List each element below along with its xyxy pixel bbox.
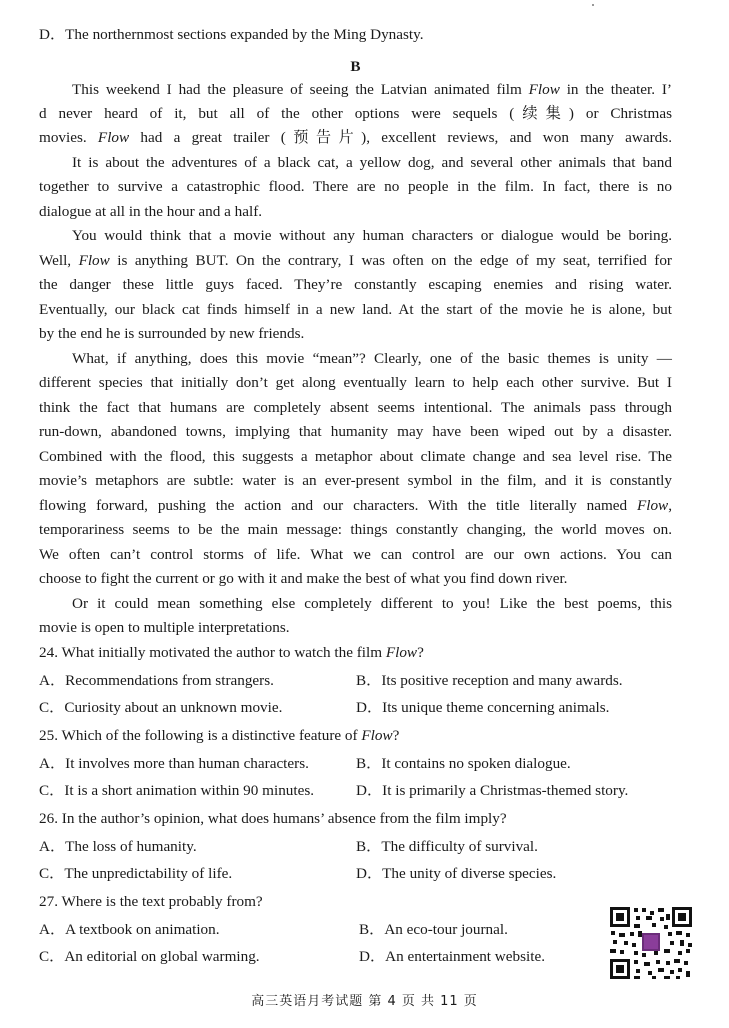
option-c[interactable]: C．It is a short animation within 90 minutes.: [39, 782, 315, 799]
question-stem: 25. Which of the following is a distinctive feature of Flow?: [39, 727, 400, 744]
option-b[interactable]: B．The difficulty of survival.: [356, 838, 538, 855]
passage-line: choose to fight the current or go with it and make the best of what you find down river.: [39, 570, 568, 587]
passage-line: think the fact that humans are completely absent seems intentional. The animals pass through: [39, 399, 672, 416]
previous-option-d: D．The northernmost sections expanded by the Ming Dynasty.: [39, 26, 424, 43]
passage-line: temporariness seems to be the main message: things constantly changing, the world moves on.: [39, 521, 672, 538]
question-stem: 26. In the author’s opinion, what does humans’ absence from the film imply?: [39, 810, 507, 827]
passage-line: What, if anything, does this movie “mean”? Clearly, one of the basic themes is unity —: [72, 350, 672, 367]
passage-line: movie’s metaphors are subtle: water is an ever-present symbol in the film, and it is constantly: [39, 472, 672, 489]
passage-line: We often can’t control storms of life. What we can control are our own actions. You can: [39, 546, 672, 563]
option-d[interactable]: D．It is primarily a Christmas-themed story.: [356, 782, 629, 799]
passage-line: movies. Flow had a great trailer (预告片), excellent reviews, and won many awards.: [39, 129, 672, 146]
option-a[interactable]: A．A textbook on animation.: [39, 921, 220, 938]
scan-dot: [592, 4, 594, 6]
passage-line: dialogue at all in the hour and a half.: [39, 203, 263, 220]
option-c[interactable]: C．Curiosity about an unknown movie.: [39, 699, 283, 716]
option-d[interactable]: D．An entertainment website.: [359, 948, 545, 965]
passage-line: by the end he is surrounded by new friends.: [39, 325, 305, 342]
passage-line: Eventually, our black cat finds himself in a new land. At the start of the movie he is alone, but: [39, 301, 672, 318]
page-footer: 高三英语月考试题 第 4 页 共 11 页: [251, 994, 478, 1009]
option-b[interactable]: B．It contains no spoken dialogue.: [356, 755, 571, 772]
option-c[interactable]: C．The unpredictability of life.: [39, 865, 233, 882]
question-stem: 24. What initially motivated the author to watch the film Flow?: [39, 644, 424, 661]
option-c[interactable]: C．An editorial on global warming.: [39, 948, 260, 965]
passage-line: d never heard of it, but all of the other options were sequels (续集) or Christmas: [39, 105, 672, 122]
passage-line: the danger these little guys faced. They’re constantly escaping enemies and rising water.: [39, 276, 672, 293]
option-a[interactable]: A．It involves more than human characters.: [39, 755, 309, 772]
passage-line: different species that initially don’t get along eventually learn to help each other survive. But I: [39, 374, 672, 391]
passage-line: This weekend I had the pleasure of seeing the Latvian animated film Flow in the theater. I’: [72, 81, 672, 98]
passage-line: movie is open to multiple interpretations.: [39, 619, 290, 636]
qr-code-icon: [608, 905, 694, 981]
option-a[interactable]: A．The loss of humanity.: [39, 838, 197, 855]
passage-line: Well, Flow is anything BUT. On the contrary, I was often on the edge of my seat, terrified for: [39, 252, 672, 269]
passage-line: Combined with the flood, this suggests a metaphor about climate change and sea level rise. The: [39, 448, 672, 465]
passage-line: You would think that a movie without any human characters or dialogue would be boring.: [72, 227, 672, 244]
option-a[interactable]: A．Recommendations from strangers.: [39, 672, 274, 689]
option-b[interactable]: B．An eco-tour journal.: [359, 921, 508, 938]
option-b[interactable]: B．Its positive reception and many awards.: [356, 672, 623, 689]
question-stem: 27. Where is the text probably from?: [39, 893, 263, 910]
passage-line: together to survive a catastrophic flood. There are no people in the film. In fact, there is no: [39, 178, 672, 195]
passage-line: run-down, abandoned towns, implying that humanity may have been wiped out by a disaster.: [39, 423, 672, 440]
option-d[interactable]: D．Its unique theme concerning animals.: [356, 699, 610, 716]
option-d[interactable]: D．The unity of diverse species.: [356, 865, 557, 882]
passage-line: flowing forward, pushing the action and our characters. With the title literally named Flow,: [39, 497, 672, 514]
section-letter: B: [350, 58, 361, 75]
passage-line: Or it could mean something else completely different to you! Like the best poems, this: [72, 595, 672, 612]
passage-line: It is about the adventures of a black cat, a yellow dog, and several other animals that band: [72, 154, 672, 171]
